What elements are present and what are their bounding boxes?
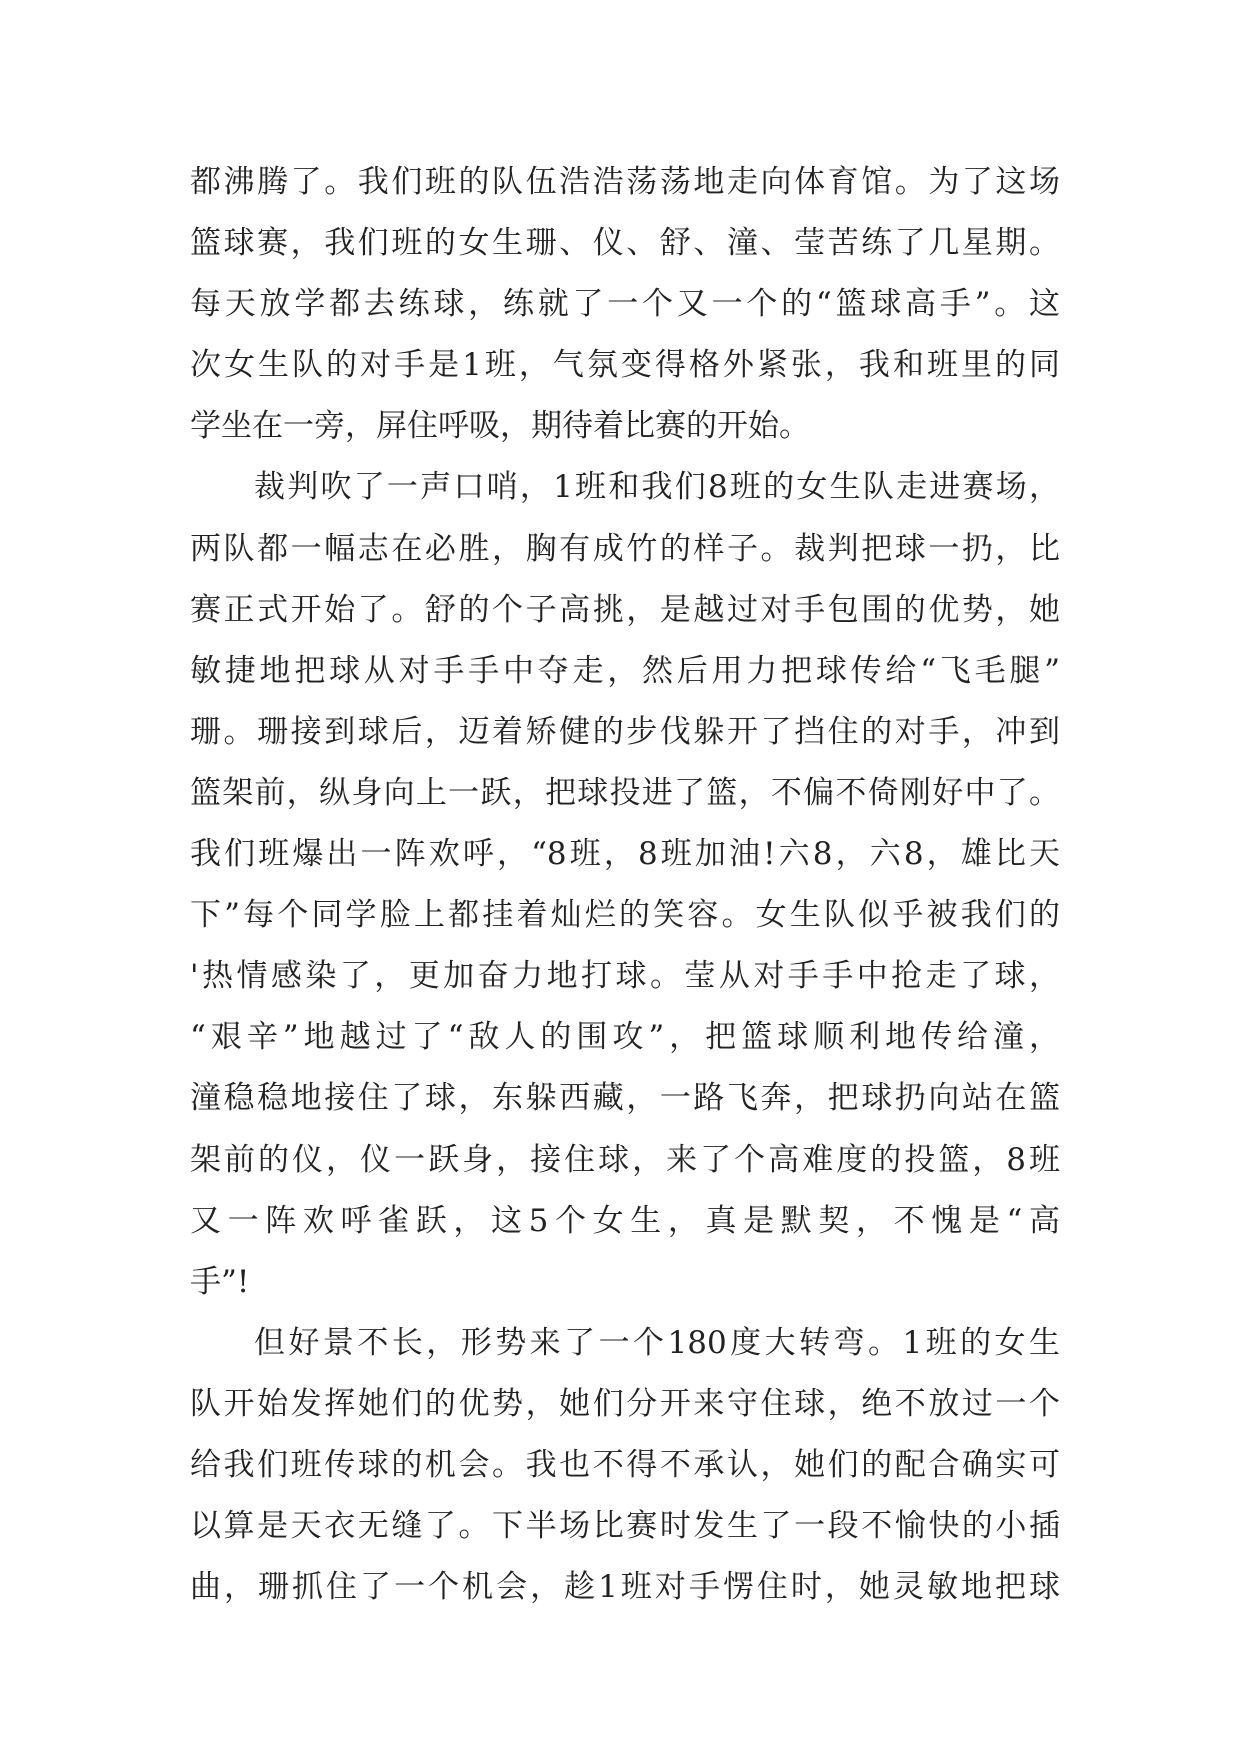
text-line: 珊。珊接到球后，迈着矫健的步伐躲开了挡住的对手，冲到 bbox=[190, 713, 1060, 750]
text-line: 又一阵欢呼雀跃，这5个女生，真是默契，不愧是“高 bbox=[190, 1202, 1060, 1239]
text-line: 以算是天衣无缝了。下半场比赛时发生了一段不愉快的小插 bbox=[190, 1508, 1060, 1545]
text-line: 队开始发挥她们的优势，她们分开来守住球，绝不放过一个 bbox=[190, 1385, 1060, 1422]
text-line: 两队都一幅志在必胜，胸有成竹的样子。裁判把球一扔，比 bbox=[190, 530, 1060, 567]
text-line: 架前的仪，仪一跃身，接住球，来了个高难度的投篮，8班 bbox=[190, 1141, 1060, 1178]
text-line: 敏捷地把球从对手手中夺走，然后用力把球传给“飞毛腿” bbox=[190, 652, 1060, 689]
text-line: '热情感染了，更加奋力地打球。莹从对手手中抢走了球， bbox=[190, 958, 1060, 995]
text-line: 篮球赛，我们班的女生珊、仪、舒、潼、莹苦练了几星期。 bbox=[190, 225, 1060, 262]
text-line: “艰辛”地越过了“敌人的围攻”，把篮球顺利地传给潼， bbox=[190, 1019, 1060, 1056]
text-line: 每天放学都去练球，练就了一个又一个的“篮球高手”。这 bbox=[190, 286, 1060, 323]
text-line: 下”每个同学脸上都挂着灿烂的笑容。女生队似乎被我们的 bbox=[190, 897, 1060, 934]
text-line: 次女生队的对手是1班，气氛变得格外紧张，我和班里的同 bbox=[190, 347, 1060, 384]
text-line: 裁判吹了一声口哨，1班和我们8班的女生队走进赛场， bbox=[254, 469, 1060, 506]
text-line: 潼稳稳地接住了球，东躲西藏，一路飞奔，把球扔向站在篮 bbox=[190, 1080, 1060, 1117]
text-line: 但好景不长，形势来了一个180度大转弯。1班的女生 bbox=[254, 1324, 1060, 1361]
text-line: 曲，珊抓住了一个机会，趁1班对手愣住时，她灵敏地把球 bbox=[190, 1569, 1060, 1606]
text-line: 我们班爆出一阵欢呼，“8班，8班加油!六8，六8，雄比天 bbox=[190, 836, 1060, 873]
text-line: 学坐在一旁，屏住呼吸，期待着比赛的开始。 bbox=[190, 408, 810, 445]
text-line: 赛正式开始了。舒的个子高挑，是越过对手包围的优势，她 bbox=[190, 591, 1060, 628]
text-line: 篮架前，纵身向上一跃，把球投进了篮，不偏不倚刚好中了。 bbox=[190, 774, 1060, 811]
text-line: 给我们班传球的机会。我也不得不承认，她们的配合确实可 bbox=[190, 1446, 1060, 1483]
body-text bbox=[190, 152, 1060, 1618]
text-line: 都沸腾了。我们班的队伍浩浩荡荡地走向体育馆。为了这场 bbox=[190, 164, 1060, 200]
text-line: 手”! bbox=[190, 1263, 250, 1300]
